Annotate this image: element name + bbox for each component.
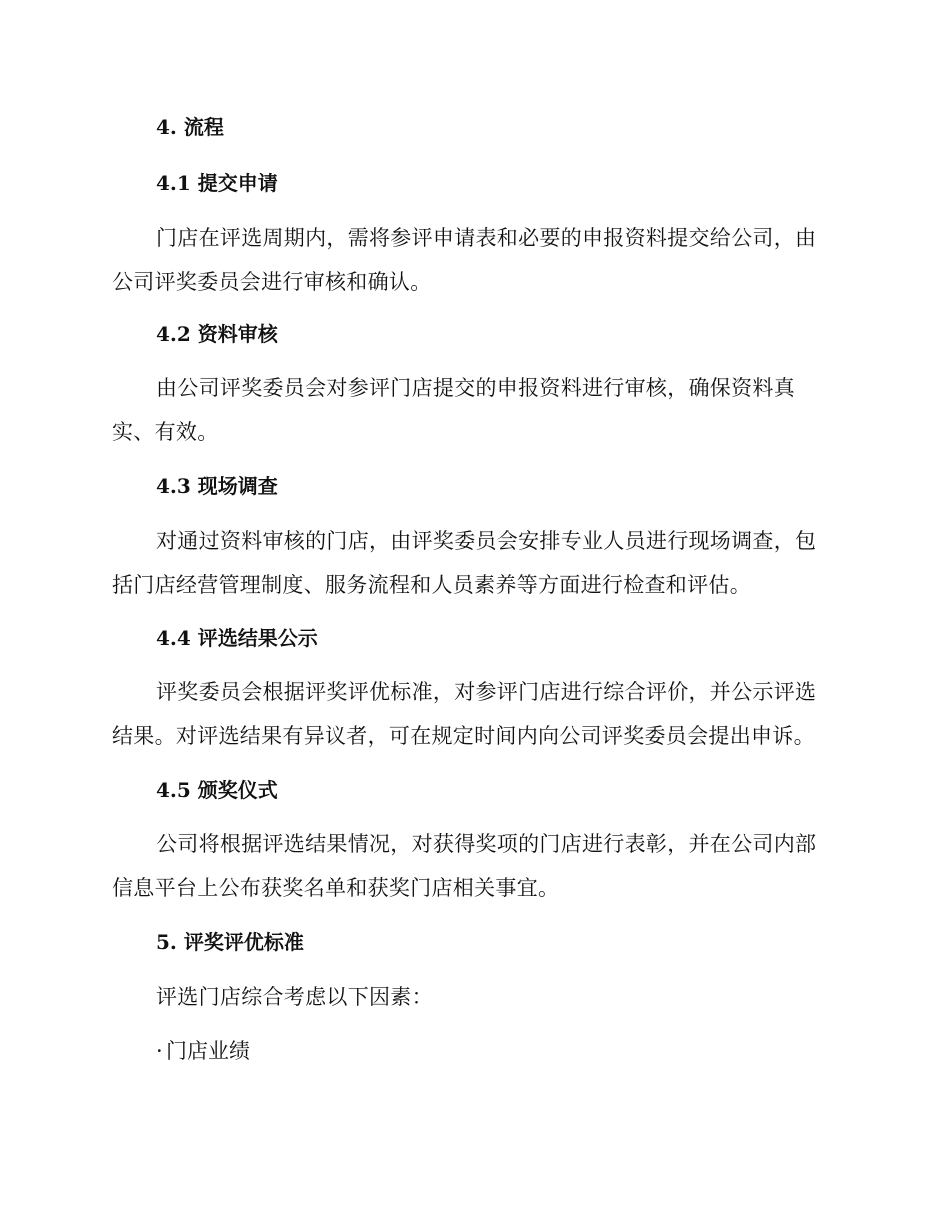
section-heading-4-4: 4.4 评选结果公示 (156, 626, 318, 650)
section-heading-5: 5. 评奖评优标准 (156, 930, 304, 954)
section-heading-4-2: 4.2 资料审核 (156, 322, 278, 346)
section-heading-4-3: 4.3 现场调查 (156, 474, 278, 498)
section-heading-4-5: 4.5 颁奖仪式 (156, 778, 278, 802)
paragraph-4-3: 对通过资料审核的门店，由评奖委员会安排专业人员进行现场调查，包括门店经营管理制度、服务流程和人员素养等方面进行检查和评估。 (112, 529, 817, 597)
paragraph-5-intro: 评选门店综合考虑以下因素： (156, 985, 433, 1009)
bullet-marker: · (156, 1039, 163, 1063)
paragraph-4-4: 评奖委员会根据评奖评优标准，对参评门店进行综合评价，并公示评选结果。对评选结果有异议者，可在规定时间内向公司评奖委员会提出申诉。 (112, 680, 817, 748)
paragraph-4-2: 由公司评奖委员会对参评门店提交的申报资料进行审核，确保资料真实、有效。 (112, 376, 795, 444)
list-item-label: 门店业绩 (166, 1039, 250, 1063)
section-heading-4-1: 4.1 提交申请 (156, 171, 278, 195)
paragraph-4-5: 公司将根据评选结果情况，对获得奖项的门店进行表彰，并在公司内部信息平台上公布获奖名单和获奖门店相关事宜。 (112, 832, 817, 900)
list-item (156, 1037, 878, 1065)
section-heading-4: 4. 流程 (156, 115, 224, 139)
paragraph-4-1: 门店在评选周期内，需将参评申请表和必要的申报资料提交给公司，由公司评奖委员会进行审核和确认。 (112, 226, 817, 294)
